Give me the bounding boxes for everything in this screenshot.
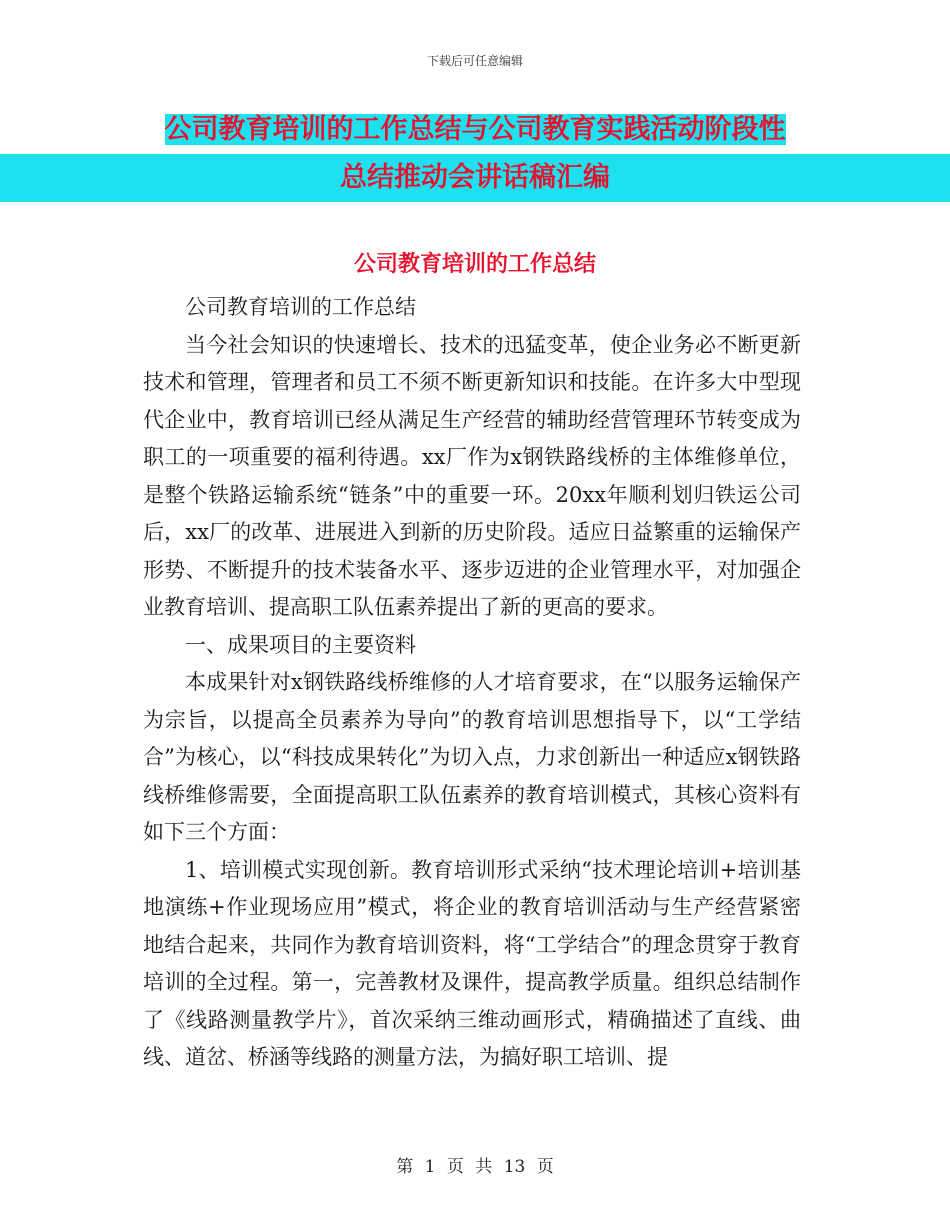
section-title: 公司教育培训的工作总结 <box>353 252 596 277</box>
document-title <box>0 106 950 202</box>
page-footer: 第 1 页 共 13 页 <box>396 1157 554 1177</box>
paragraph: 当今社会知识的快速增长、技术的迅猛变革，使企业务必不断更新技术和管理，管理者和员工不须不断更新知识和技能。在许多大中型现代企业中，教育培训已经从满足生产经营的辅助经营管理环节转变成为职工的一项重要的福利待遇。xx厂作为x钢铁路线桥的主体维修单位，是整个铁路运输系统“链条”中的重要一环。20xx年顺利划归铁运公司后，xx厂的改革、进展进入到新的历史阶段。适应日益繁重的运输保产形势、不断提升的技术装备水平、逐步迈进的企业管理水平，对加强企业教育培训、提高职工队伍素养提出了新的更高的要求。 <box>143 332 801 619</box>
document-title-line1: 公司教育培训的工作总结与公司教育实践活动阶段性 <box>164 114 786 145</box>
paragraph: 一、成果项目的主要资料 <box>185 632 416 657</box>
document-body <box>143 289 801 1077</box>
paragraph: 公司教育培训的工作总结 <box>185 295 416 319</box>
paragraph: 本成果针对x钢铁路线桥维修的人才培育要求，在“以服务运输保产为宗旨，以提高全员素养为导向”的教育培训思想指导下，以“工学结合”为核心，以“科技成果转化”为切入点，力求创新出一种适应x钢铁路线桥维修需要，全面提高职工队伍素养的教育培训模式，其核心资料有如下三个方面： <box>143 670 801 844</box>
paragraph: 1、培训模式实现创新。教育培训形式采纳“技术理论培训+培训基地演练+作业现场应用”模式，将企业的教育培训活动与生产经营紧密地结合起来，共同作为教育培训资料，将“工学结合”的理念贯穿于教育培训的全过程。第一，完善教材及课件，提高教学质量。组织总结制作了《线路测量教学片》，首次采纳三维动画形式，精确描述了直线、曲线、道岔、桥涵等线路的测量方法，为搞好职工培训、提 <box>143 857 801 1069</box>
page-header: 下载后可任意编辑 <box>426 54 523 68</box>
document-title-line2: 总结推动会讲话稿汇编 <box>340 162 610 193</box>
